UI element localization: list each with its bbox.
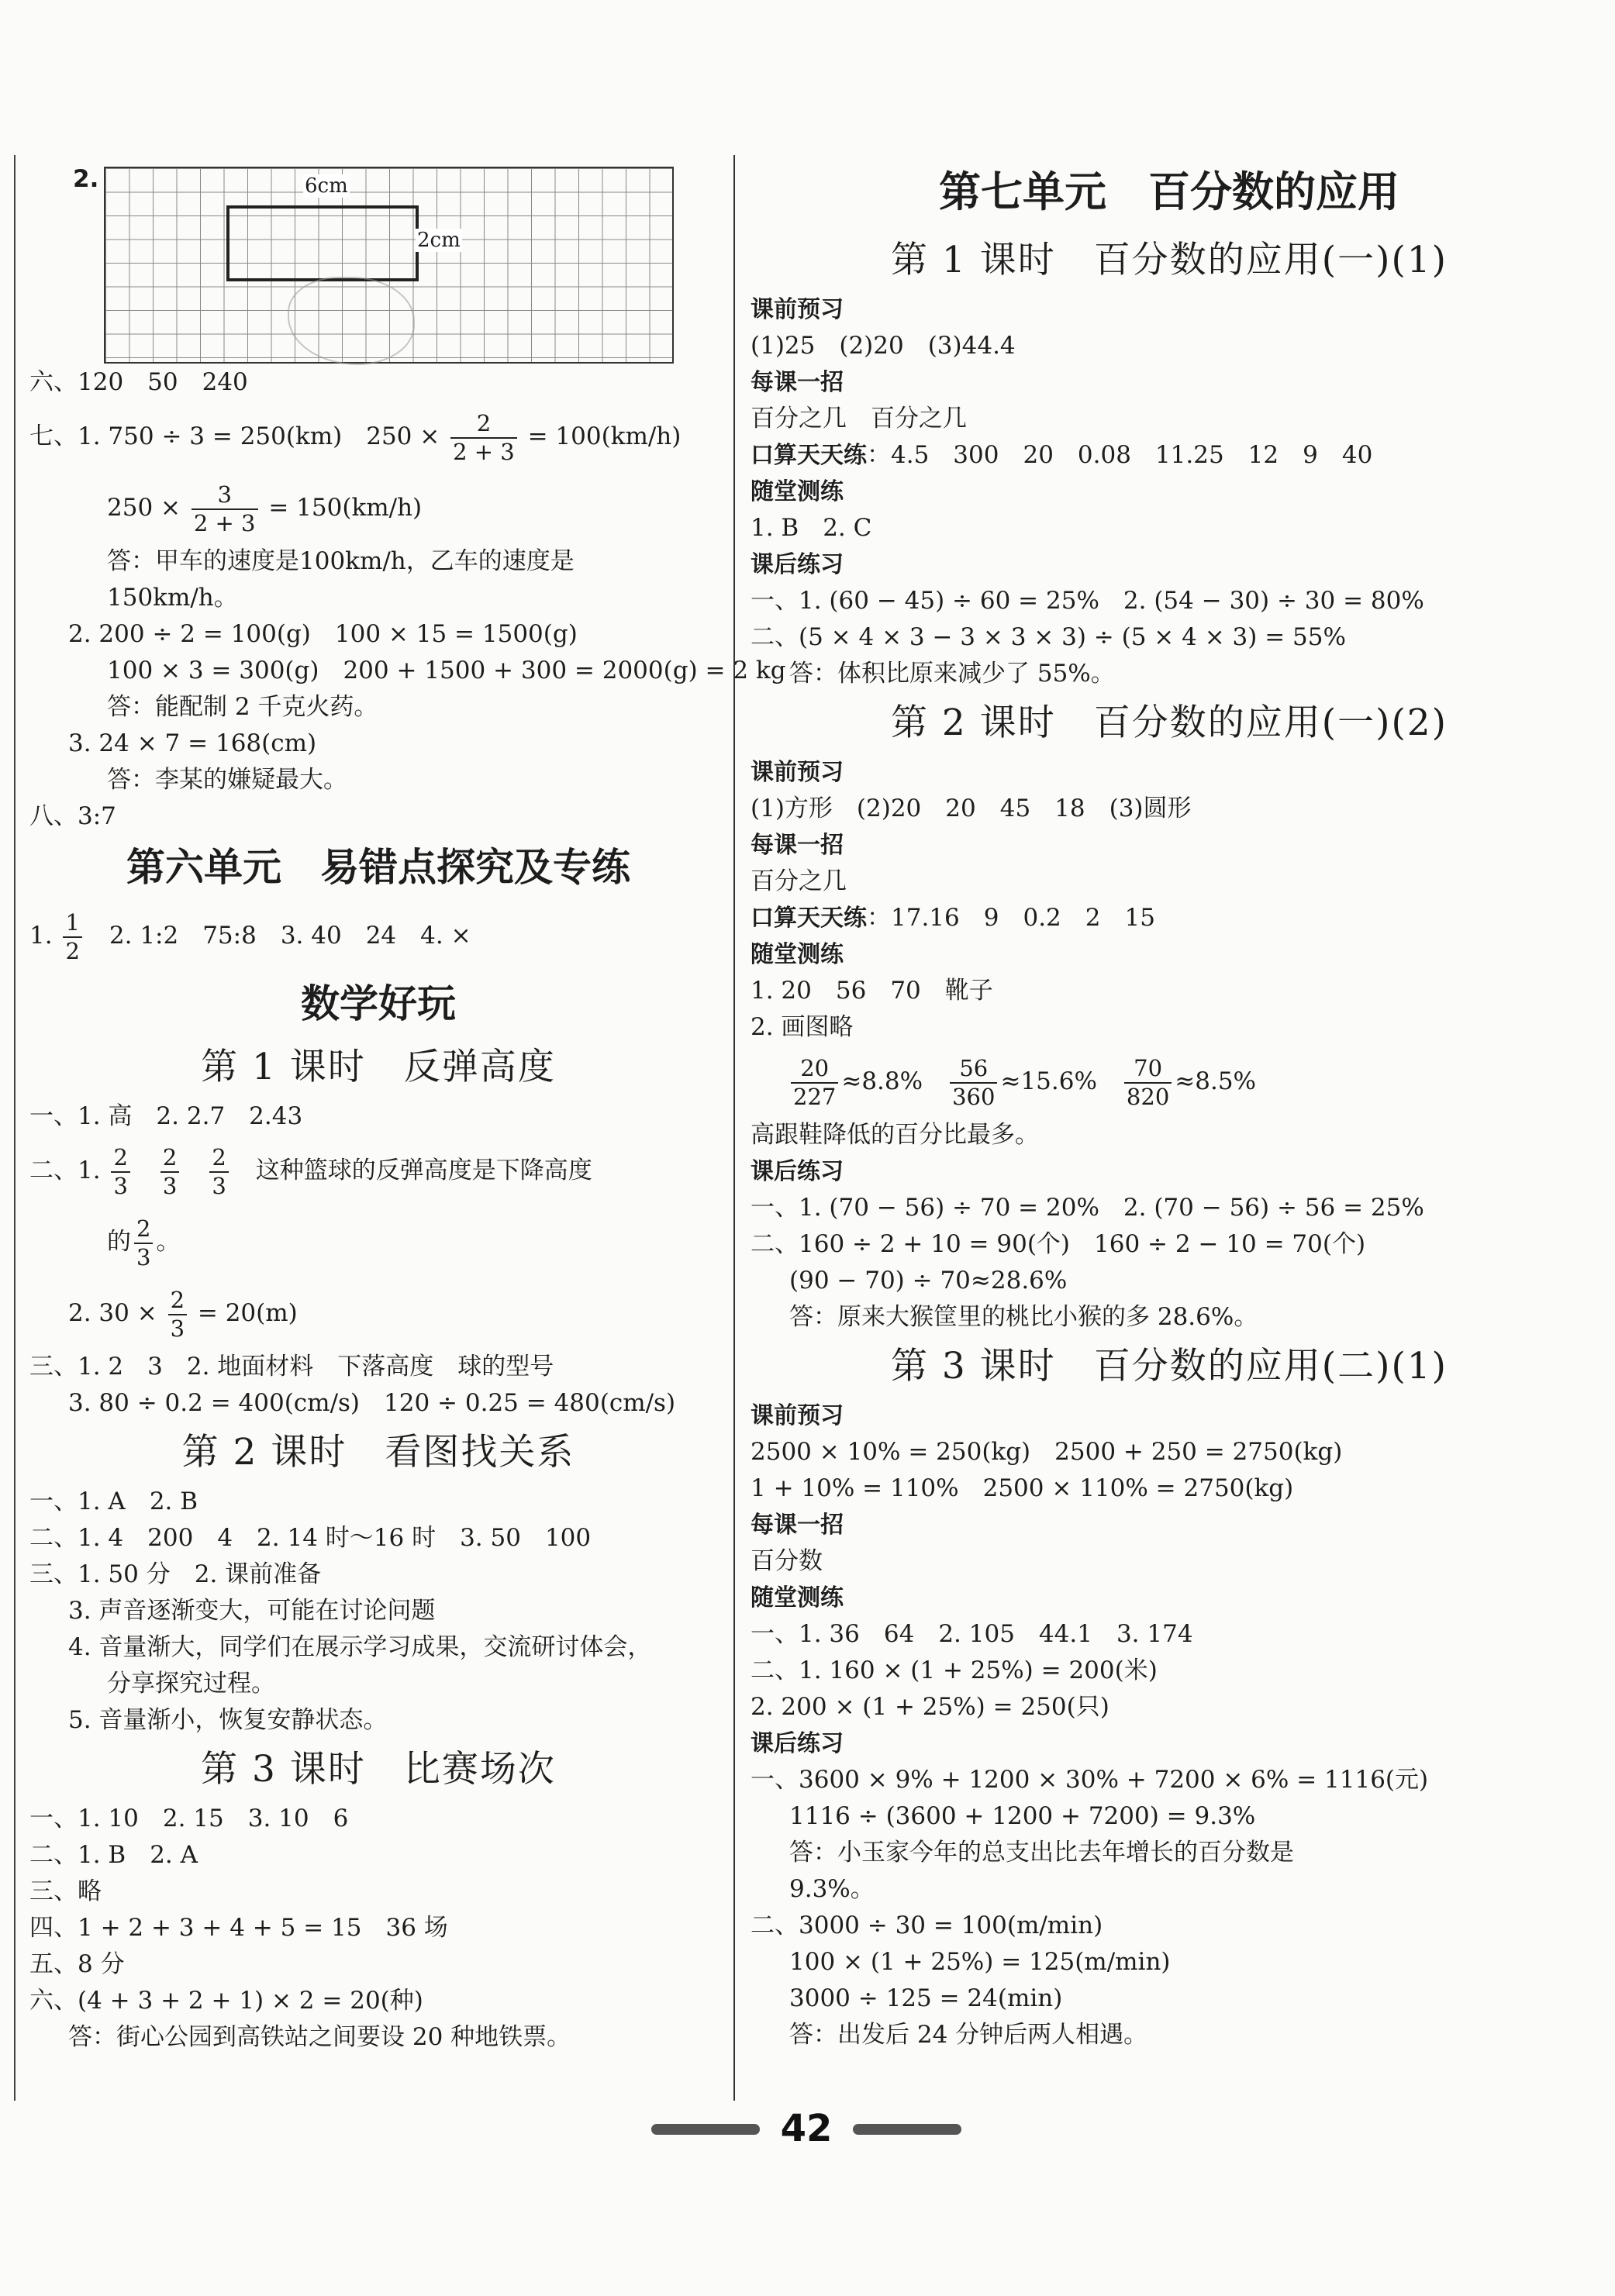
answer-line: 三、略 <box>29 1877 102 1905</box>
answer-line: 1116 ÷ (3600 + 1200 + 7200) = 9.3% <box>789 1802 1256 1830</box>
right-column <box>751 155 1588 2053</box>
answer-line: 一、1. 10 2. 15 3. 10 6 <box>29 1805 349 1832</box>
answer-line: 250 × $\frac{3}{2 + 3}$ = 150(km/h) <box>107 481 423 536</box>
answer-line: 3. 80 ÷ 0.2 = 400(cm/s) 120 ÷ 0.25 = 480(cm/s) <box>68 1389 676 1417</box>
page-ornament-left <box>651 2124 760 2135</box>
section-label: 每课一招 <box>751 832 844 859</box>
answer-line: 5. 音量渐小，恢复安静状态。 <box>68 1706 388 1734</box>
lesson-title: 第 3 课时 比赛场次 <box>201 1748 556 1791</box>
answer-line: 三、1. 50 分 2. 课前准备 <box>29 1560 322 1588</box>
fraction: $\frac{3}{2 + 3}$ <box>192 484 258 535</box>
answer-line: 3. 24 × 7 = 168(cm) <box>68 729 317 757</box>
page-ornament-right <box>853 2124 961 2135</box>
section-label: 课前预习 <box>751 296 844 323</box>
answer-line: 2. 200 ÷ 2 = 100(g) 100 × 15 = 1500(g) <box>68 620 578 648</box>
answer-line: 2. 200 × (1 + 25%) = 250(只) <box>751 1693 1109 1721</box>
lesson-title: 第 1 课时 反弹高度 <box>201 1046 556 1088</box>
answer-line: 七、1. 750 ÷ 3 = 250(km) 250 × $\frac{2}{2 + 3}$ = 100(km/h) <box>29 409 682 465</box>
answer-line: 答：体积比原来减少了 55%。 <box>789 660 1115 688</box>
answer-line: 3. 声音逐渐变大，可能在讨论问题 <box>68 1597 436 1625</box>
answer-line: 一、1. 36 64 2. 105 44.1 3. 174 <box>751 1620 1193 1648</box>
answer-line: 一、1. 高 2. 2.7 2.43 <box>29 1102 303 1130</box>
answer-line: 一、3600 × 9% + 1200 × 30% + 7200 × 6% = 1116(元) <box>751 1766 1429 1794</box>
answer-line: 高跟鞋降低的百分比最多。 <box>751 1121 1039 1149</box>
left-column <box>29 155 786 2056</box>
rectangle-shape <box>226 205 419 281</box>
answer-line: 二、3000 ÷ 30 = 100(m/min) <box>751 1912 1103 1939</box>
answer-line: 二、1. 4 200 4 2. 14 时～16 时 3. 50 100 <box>29 1524 592 1552</box>
answer-line: 二、(5 × 4 × 3 − 3 × 3 × 3) ÷ (5 × 4 × 3) = 55% <box>751 623 1346 651</box>
section-label: 每课一招 <box>751 369 844 396</box>
answer-line: 口算天天练：4.5 300 20 0.08 11.25 12 9 40 <box>751 441 1373 469</box>
unit-title: 第六单元 易错点探究及专练 <box>126 845 630 890</box>
answer-line: 三、1. 2 3 2. 地面材料 下落高度 球的型号 <box>29 1353 554 1381</box>
answer-line: 五、8 分 <box>29 1950 125 1978</box>
answer-line: 3000 ÷ 125 = 24(min) <box>789 1984 1063 2012</box>
answer-line: 1. B 2. C <box>751 514 872 542</box>
answer-line: (90 − 70) ÷ 70≈28.6% <box>789 1267 1068 1295</box>
answer-line: 答：能配制 2 千克火药。 <box>107 693 378 721</box>
answer-line: 1. $\frac{1}{2}$ 2. 1:2 75:8 3. 40 24 4. × <box>29 908 471 964</box>
answer-line: 1. 20 56 70 靴子 <box>751 977 993 1005</box>
answer-line: 答：出发后 24 分钟后两人相遇。 <box>789 2021 1148 2049</box>
section-label: 随堂测练 <box>751 941 844 968</box>
answer-line: 答：原来大猴筐里的桃比小猴的多 28.6%。 <box>789 1303 1258 1331</box>
section-label: 随堂测练 <box>751 1584 844 1612</box>
question-number: 2. <box>73 165 99 193</box>
lesson-title: 第 3 课时 百分数的应用(二)(1) <box>890 1345 1448 1388</box>
section-label: 课前预习 <box>751 1402 844 1429</box>
answer-line: 100 × 3 = 300(g) 200 + 1500 + 300 = 2000(g) = 2 kg <box>107 657 786 684</box>
answer-line: 一、1. (60 − 45) ÷ 60 = 25% 2. (54 − 30) ÷ 30 = 80% <box>751 587 1424 615</box>
answer-line: 答：甲车的速度是100km/h，乙车的速度是 <box>107 547 575 575</box>
lesson-title: 第 2 课时 看图找关系 <box>181 1431 575 1474</box>
answer-line: 2500 × 10% = 250(kg) 2500 + 250 = 2750(kg) <box>751 1438 1343 1466</box>
lesson-title: 第 1 课时 百分数的应用(一)(1) <box>890 239 1448 281</box>
answer-line: 150km/h。 <box>107 584 238 612</box>
fraction: $\frac{70}{820}$ <box>1124 1057 1172 1108</box>
column-divider <box>733 155 735 2101</box>
grid-figure <box>29 155 727 364</box>
answer-line: 分享探究过程。 <box>107 1670 275 1698</box>
fraction: $\frac{2}{3}$ <box>160 1146 179 1198</box>
section-label: 课后练习 <box>751 1730 844 1757</box>
fraction: $\frac{2}{3}$ <box>168 1289 187 1340</box>
answer-line: 六、120 50 240 <box>29 368 248 396</box>
section-title: 数学好玩 <box>301 981 456 1026</box>
fraction: $\frac{1}{2}$ <box>63 912 81 963</box>
answer-line: 二、1. $\frac{2}{3}$ $\frac{2}{3}$ $\frac{2}{3}$ 这种篮球的反弹高度是下降高度 <box>29 1143 592 1199</box>
answer-line: 百分数 <box>751 1547 823 1575</box>
square-grid <box>104 167 674 364</box>
answer-line: (1)方形 (2)20 20 45 18 (3)圆形 <box>751 795 1192 822</box>
fraction: $\frac{20}{227}$ <box>791 1057 838 1108</box>
left-edge-line <box>14 155 16 2101</box>
watermark-stamp <box>288 277 415 365</box>
section-label: 课前预习 <box>751 759 844 786</box>
answer-line: 八、3:7 <box>29 802 116 830</box>
fraction: $\frac{56}{360}$ <box>950 1057 997 1108</box>
answer-line: 口算天天练：17.16 9 0.2 2 15 <box>751 904 1155 932</box>
section-label: 课后练习 <box>751 551 844 578</box>
page-number: 42 <box>780 2107 833 2150</box>
fraction: $\frac{2}{2 + 3}$ <box>450 412 517 464</box>
answer-line: 答：街心公园到高铁站之间要设 20 种地铁票。 <box>68 2023 571 2051</box>
answer-line: 一、1. A 2. B <box>29 1488 198 1515</box>
answer-line: 百分之几 <box>751 867 847 895</box>
answer-line: 答：小玉家今年的总支出比去年增长的百分数是 <box>789 1839 1294 1867</box>
fraction: $\frac{2}{3}$ <box>209 1146 228 1198</box>
answer-line: 的 $\frac{2}{3}$ 。 <box>107 1215 181 1270</box>
answer-line: 四、1 + 2 + 3 + 4 + 5 = 15 36 场 <box>29 1914 448 1942</box>
answer-line: 100 × (1 + 25%) = 125(m/min) <box>789 1948 1171 1976</box>
lesson-title: 第 2 课时 百分数的应用(一)(2) <box>890 702 1448 744</box>
answer-line: 4. 音量渐大，同学们在展示学习成果，交流研讨体会， <box>68 1633 652 1661</box>
answer-line: 1 + 10% = 110% 2500 × 110% = 2750(kg) <box>751 1474 1294 1502</box>
answer-line: (1)25 (2)20 (3)44.4 <box>751 332 1016 360</box>
answer-line: 一、1. (70 − 56) ÷ 70 = 20% 2. (70 − 56) ÷ 56 = 25% <box>751 1194 1424 1222</box>
answer-line: 二、1. B 2. A <box>29 1841 198 1869</box>
answer-line: 六、(4 + 3 + 2 + 1) × 2 = 20(种) <box>29 1987 423 2015</box>
answer-line: 答：李某的嫌疑最大。 <box>107 766 347 794</box>
section-label: 课后练习 <box>751 1158 844 1185</box>
answer-line: 二、160 ÷ 2 + 10 = 90(个) 160 ÷ 2 − 10 = 70(个) <box>751 1230 1366 1258</box>
rect-width-label: 6cm <box>305 174 348 198</box>
fraction: $\frac{2}{3}$ <box>111 1146 129 1198</box>
rect-height-label: 2cm <box>417 229 461 252</box>
answer-line: 2. 画图略 <box>751 1013 854 1041</box>
section-label: 随堂测练 <box>751 478 844 505</box>
section-label: 每课一招 <box>751 1512 844 1539</box>
unit-title: 第七单元 百分数的应用 <box>939 167 1399 216</box>
answer-line: 二、1. 160 × (1 + 25%) = 200(米) <box>751 1656 1158 1684</box>
fraction: $\frac{2}{3}$ <box>134 1218 153 1269</box>
answer-line: 百分之几 百分之几 <box>751 405 967 433</box>
answer-line: 9.3%。 <box>789 1875 875 1903</box>
answer-line: $\frac{20}{227}$ ≈8.8% $\frac{56}{360}$ ≈15.6% $\frac{70}{820}$ ≈8.5% <box>751 1046 1588 1117</box>
answer-line: 2. 30 × $\frac{2}{3}$ = 20(m) <box>68 1286 298 1342</box>
